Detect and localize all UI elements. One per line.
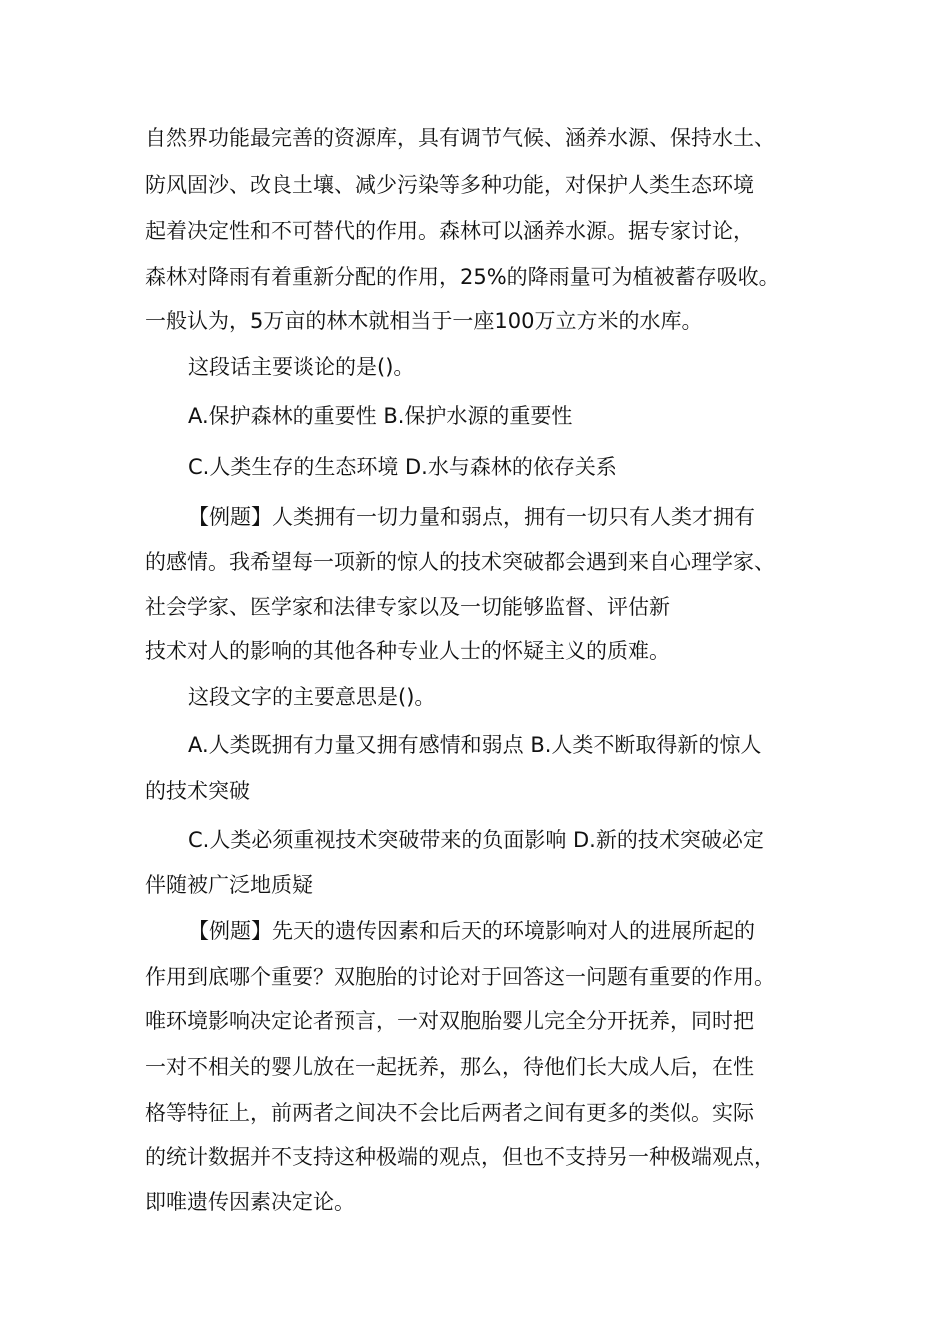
question-prompt: 这段话主要谈论的是()。 — [188, 355, 415, 379]
text-line: 防风固沙、改良土壤、减少污染等多种功能，对保护人类生态环境 — [145, 173, 754, 197]
text-line: 唯环境影响决定论者预言，一对双胞胎婴儿完全分开抚养，同时把 — [145, 1009, 754, 1033]
text-line: 格等特征上，前两者之间决不会比后两者之间有更多的类似。实际 — [145, 1101, 754, 1125]
text-line: 森林对降雨有着重新分配的作用，25%的降雨量可为植被蓄存吸收。 — [145, 265, 780, 289]
text-line: 的感情。我希望每一项新的惊人的技术突破都会遇到来自心理学家、 — [145, 550, 775, 574]
example-heading-line: 【例题】先天的遗传因素和后天的环境影响对人的进展所起的 — [188, 919, 755, 943]
text-line: 即唯遗传因素决定论。 — [145, 1190, 355, 1214]
text-line: 一般认为，5万亩的林木就相当于一座100万立方米的水库。 — [145, 309, 703, 333]
example-heading-line: 【例题】人类拥有一切力量和弱点，拥有一切只有人类才拥有 — [188, 505, 755, 529]
text-line: 社会学家、医学家和法律专家以及一切能够监督、评估新 — [145, 595, 670, 619]
text-line: 起着决定性和不可替代的作用。森林可以涵养水源。据专家讨论， — [145, 219, 754, 243]
text-line: 作用到底哪个重要？双胞胎的讨论对于回答这一问题有重要的作用。 — [145, 965, 775, 989]
answer-options: A.保护森林的重要性 B.保护水源的重要性 — [188, 404, 573, 428]
answer-options: C.人类生存的生态环境 D.水与森林的依存关系 — [188, 455, 617, 479]
answer-options: A.人类既拥有力量又拥有感情和弱点 B.人类不断取得新的惊人 — [188, 733, 762, 757]
text-line: 技术对人的影响的其他各种专业人士的怀疑主义的质难。 — [145, 639, 670, 663]
answer-options: C.人类必须重视技术突破带来的负面影响 D.新的技术突破必定 — [188, 828, 764, 852]
answer-options: 伴随被广泛地质疑 — [145, 873, 313, 897]
answer-options: 的技术突破 — [145, 779, 250, 803]
text-line: 一对不相关的婴儿放在一起抚养，那么，待他们长大成人后，在性 — [145, 1055, 754, 1079]
text-line: 自然界功能最完善的资源库，具有调节气候、涵养水源、保持水土、 — [145, 126, 775, 150]
text-line: 的统计数据并不支持这种极端的观点，但也不支持另一种极端观点， — [145, 1145, 775, 1169]
question-prompt: 这段文字的主要意思是()。 — [188, 685, 436, 709]
